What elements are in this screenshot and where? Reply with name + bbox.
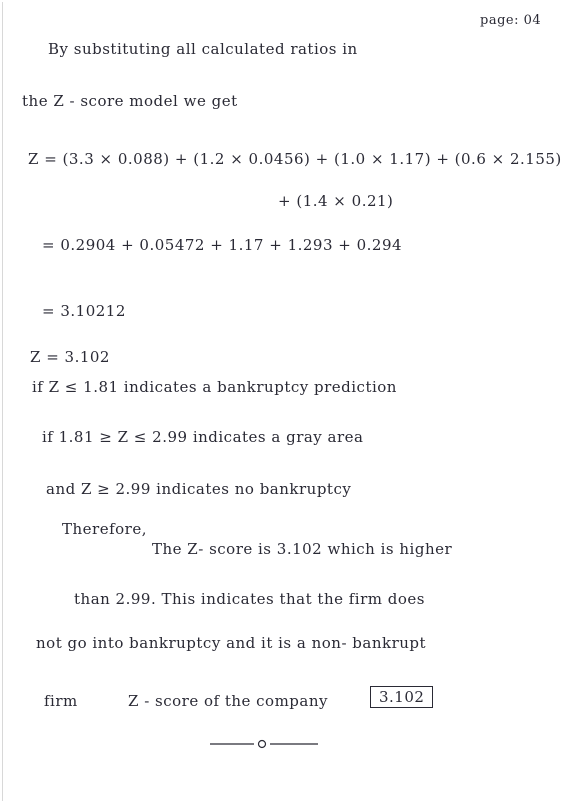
intro-line-2: the Z - score model we get [22,92,238,110]
formula-line-2: + (1.4 × 0.21) [278,192,394,210]
end-of-answer-mark [210,736,320,752]
conclusion-firm: firm [44,692,78,710]
z-rounded: Z = 3.102 [30,348,110,366]
conclusion-line-3: not go into bankruptcy and it is a non- bankrupt [36,634,427,652]
zscore-label: Z - score of the company [128,692,328,710]
rule-distress: if Z ≤ 1.81 indicates a bankruptcy prediction [32,378,397,396]
formula-line-1: Z = (3.3 × 0.088) + (1.2 × 0.0456) + (1.0 × 1.17) + (0.6 × 2.155) [28,150,562,168]
rule-safe: and Z ≥ 2.99 indicates no bankruptcy [46,480,352,498]
formula-result: = 3.10212 [42,302,126,320]
rule-gray: if 1.81 ≥ Z ≤ 2.99 indicates a gray area [42,428,364,446]
page-number: page: 04 [480,13,542,28]
intro-line-1: By substituting all calculated ratios in [48,40,358,58]
zscore-answer-box [370,686,433,708]
formula-line-3: = 0.2904 + 0.05472 + 1.17 + 1.293 + 0.294 [42,236,403,254]
conclusion-line-2: than 2.99. This indicates that the firm does [74,590,425,608]
zscore-answer-value: 3.102 [370,686,433,708]
page-border [2,2,578,801]
therefore-label: Therefore, [62,520,147,538]
conclusion-line-1: The Z- score is 3.102 which is higher [152,540,453,558]
